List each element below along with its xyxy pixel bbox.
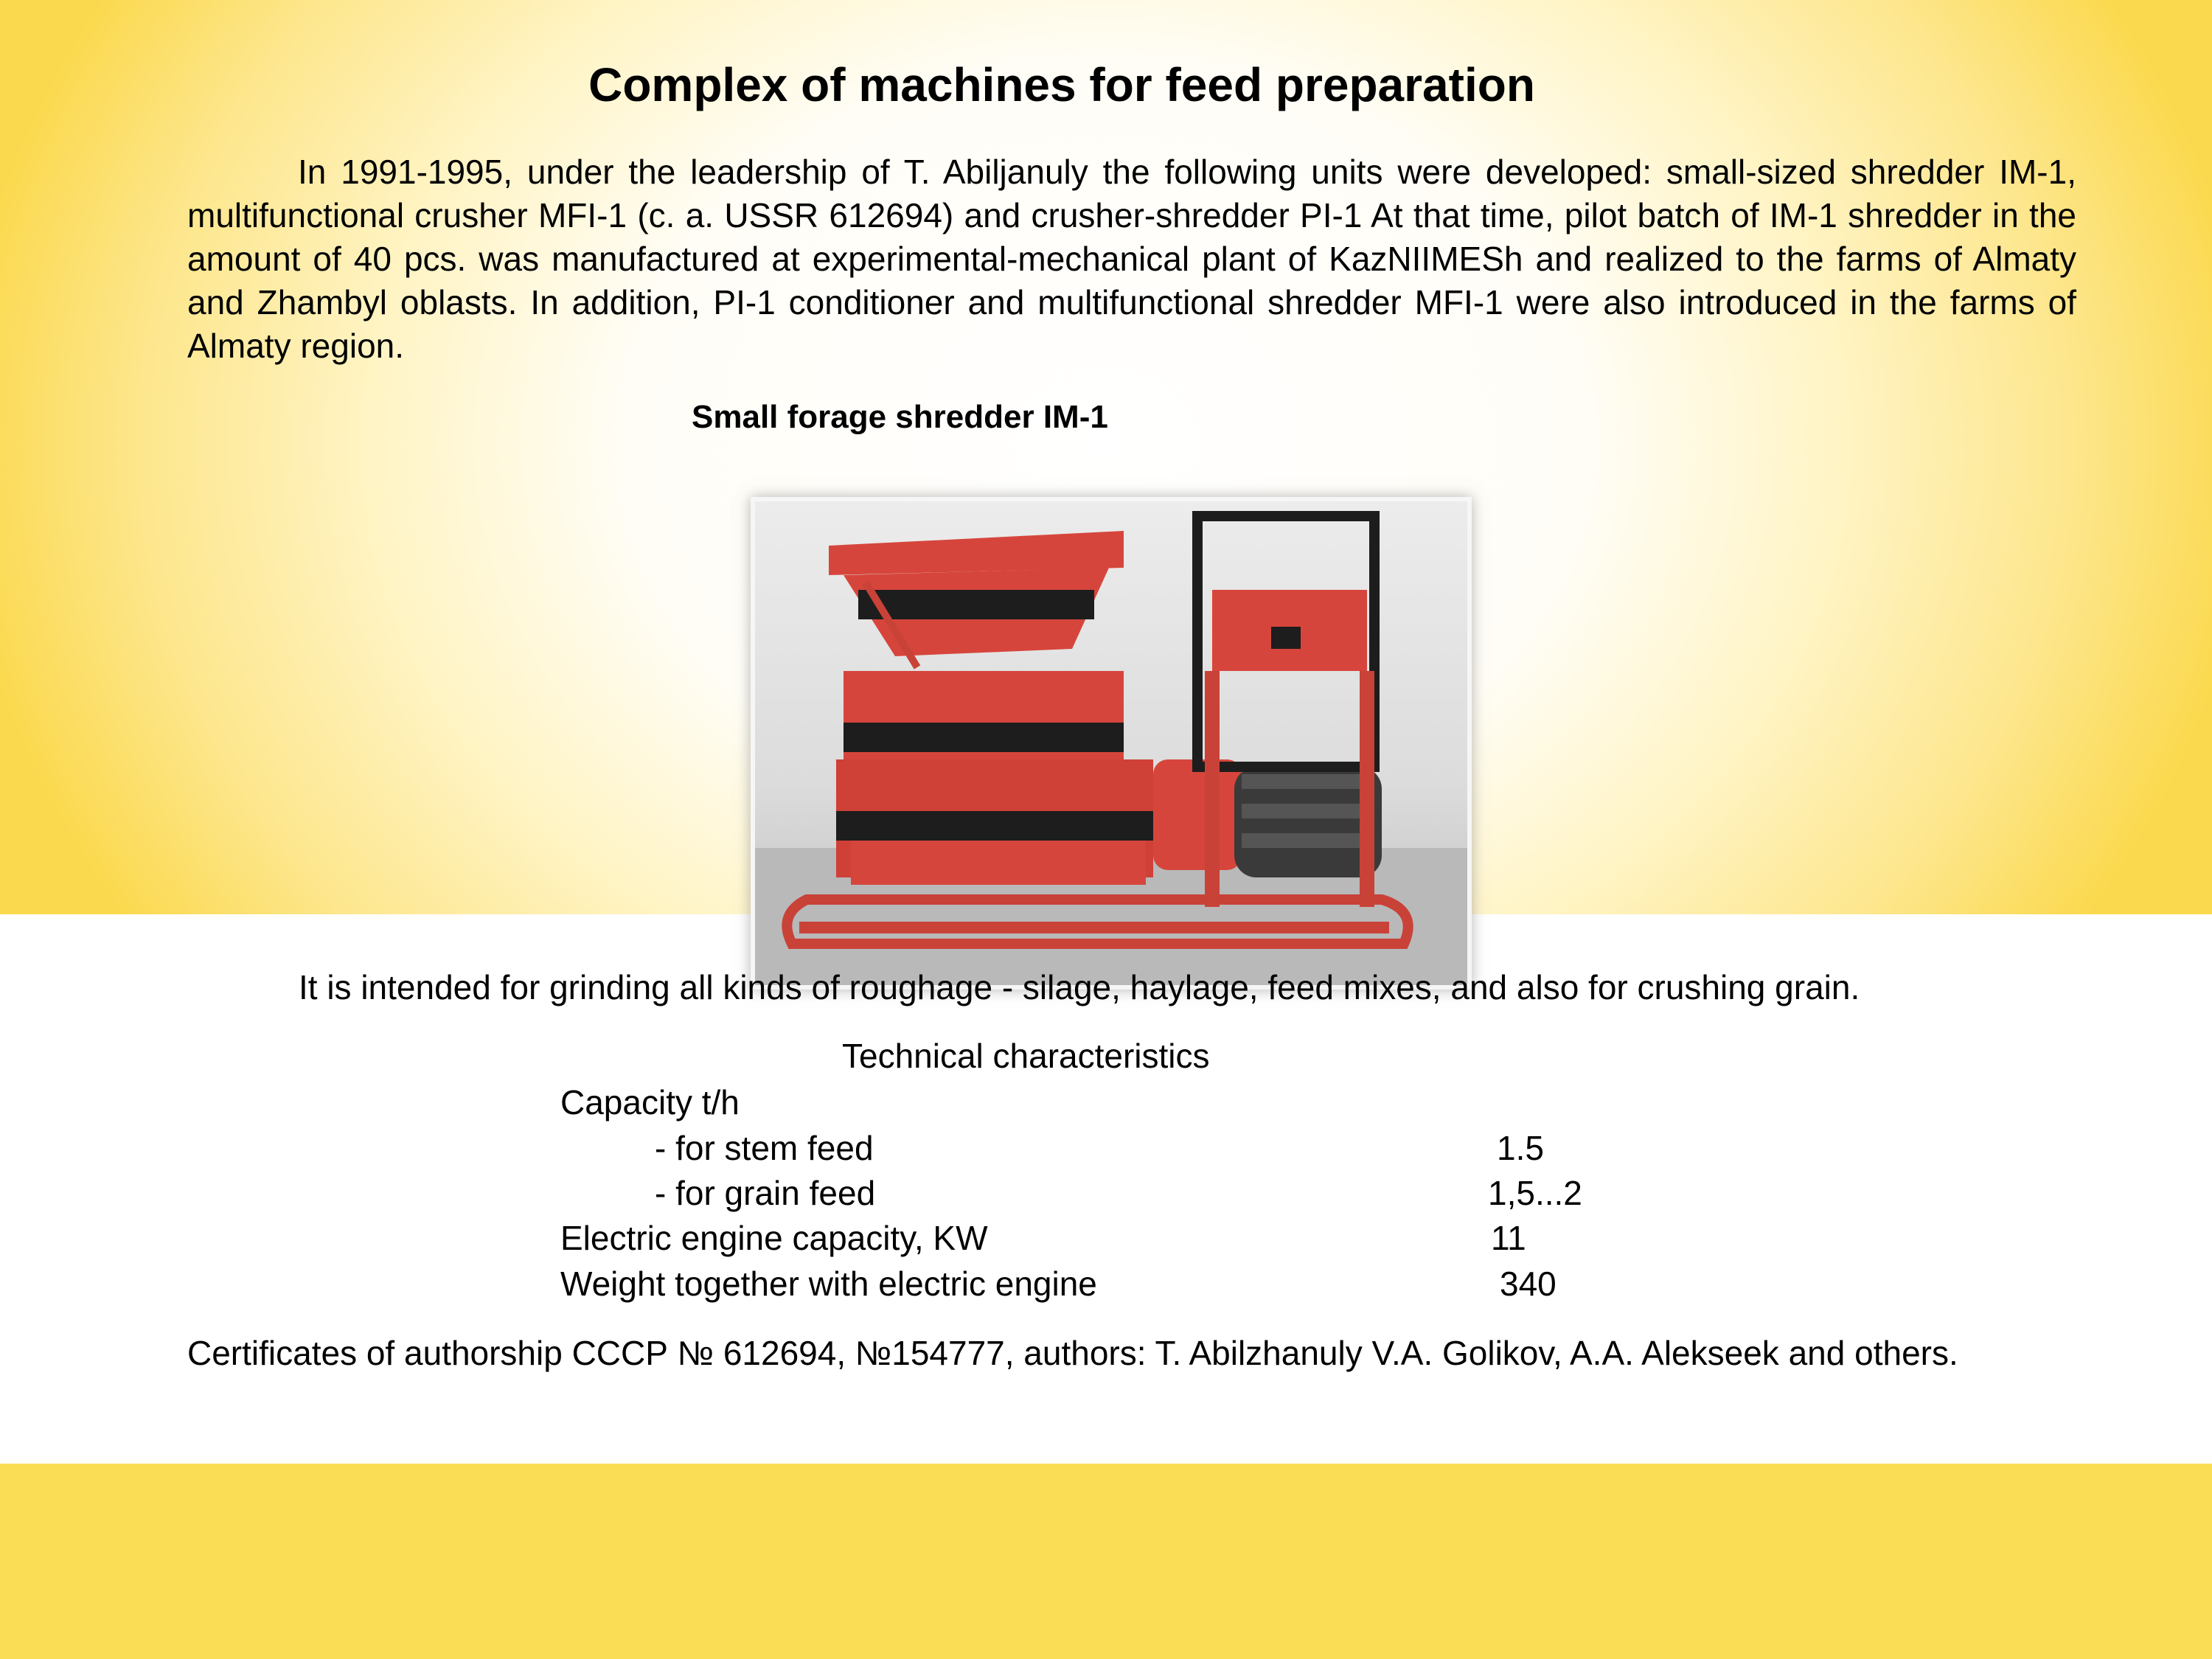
- specs-heading: Technical characteristics: [842, 1037, 1210, 1075]
- certificates-text: Certificates of authorship СССР № 612694, №154777, authors: T. Abilzhanuly V.A. Golikov, A.A. Alekseek and others.: [187, 1334, 1958, 1372]
- page-title: Complex of machines for feed preparation: [588, 58, 1535, 111]
- shredder-illustration: [755, 501, 1467, 985]
- spec-label-weight: Weight together with electric engine: [560, 1265, 1097, 1303]
- spec-label-stem-feed: - for stem feed: [655, 1129, 874, 1167]
- purpose-text: It is intended for grinding all kinds of roughage - silage, haylage, feed mixes, and also for crushing grain.: [299, 968, 1860, 1006]
- intro-paragraph: In 1991-1995, under the leadership of T. Abiljanuly the following units were developed: small-sized shredder IM-1, multifunctional crusher MFI-1 (c. a. USSR 612694) and crusher-shredder PI-1 At that time, pilot batch of IM-1 shredder in the amount of 40 pcs. was manufactured at experimental-mechanical plant of KazNIIMESh and realized to the farms of Almaty and Zhambyl oblasts. In addition, PI-1 conditioner and multifunctional shredder MFI-1 were also introduced in the farms of Almaty region.: [187, 153, 2076, 365]
- spec-label-engine-capacity: Electric engine capacity, KW: [560, 1219, 988, 1257]
- shredder-photo: [751, 497, 1472, 990]
- spec-label-grain-feed: - for grain feed: [655, 1174, 876, 1212]
- background-bottom-gradient: [0, 1464, 2212, 1659]
- section-subtitle: Small forage shredder IM-1: [692, 399, 1108, 435]
- capacity-label: Capacity t/h: [560, 1083, 740, 1121]
- spec-value-weight: 340: [1500, 1265, 1557, 1303]
- spec-value-stem-feed: 1.5: [1497, 1129, 1544, 1167]
- spec-value-engine-capacity: 11: [1491, 1219, 1526, 1257]
- spec-value-grain-feed: 1,5...2: [1488, 1174, 1582, 1212]
